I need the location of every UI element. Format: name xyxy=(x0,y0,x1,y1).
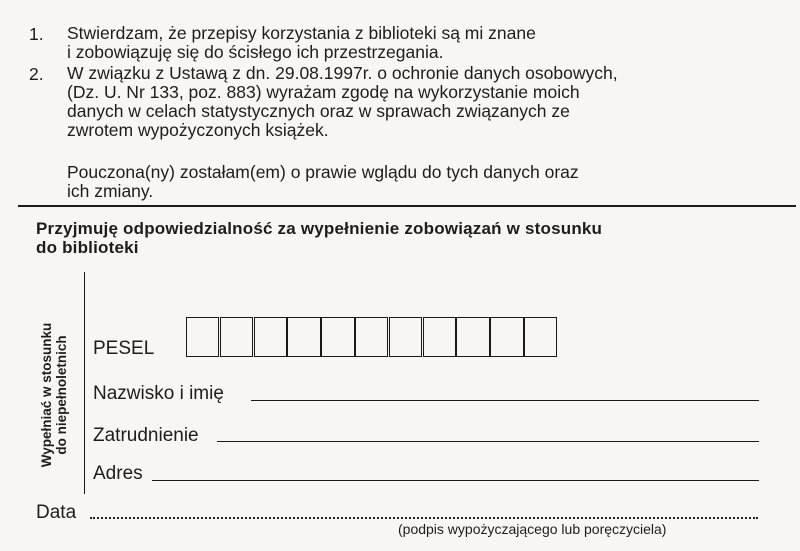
pesel-digit-box[interactable] xyxy=(186,317,219,357)
name-field[interactable] xyxy=(251,400,759,401)
statement-1-line-1: Stwierdzam, że przepisy korzystania z biblioteki są mi znane xyxy=(67,23,536,43)
pesel-digit-box[interactable] xyxy=(355,317,388,357)
pesel-digit-box[interactable] xyxy=(389,317,422,357)
statement-2-number: 2. xyxy=(29,64,44,84)
pesel-digit-box[interactable] xyxy=(220,317,253,357)
responsibility-line-1: Przyjmuję odpowiedzialność za wypełnienie zobowiązań w stosunku xyxy=(36,219,603,238)
section-divider xyxy=(18,205,796,207)
statement-2-line-4: zwrotem wypożyczonych książek. xyxy=(67,120,329,140)
date-label: Data xyxy=(36,502,77,523)
address-field[interactable] xyxy=(152,480,759,481)
responsibility-heading xyxy=(36,219,602,257)
employment-field[interactable] xyxy=(217,441,759,442)
minors-side-label xyxy=(22,290,82,500)
signature-caption: (podpis wypożyczającego lub poręczyciela) xyxy=(398,521,667,537)
employment-label: Zatrudnienie xyxy=(93,425,199,446)
responsibility-line-2: do biblioteki xyxy=(36,238,139,257)
pesel-digit-box[interactable] xyxy=(456,317,489,357)
notice-text xyxy=(67,163,579,201)
pesel-label: PESEL xyxy=(93,338,155,359)
notice-line-2: ich zmiany. xyxy=(67,181,154,201)
date-signature-field[interactable] xyxy=(90,517,758,519)
pesel-digit-box[interactable] xyxy=(254,317,287,357)
statement-1-text xyxy=(67,24,536,62)
statement-2-line-1: W związku z Ustawą z dn. 29.08.1997r. o ochronie danych osobowych, xyxy=(67,63,618,83)
side-label-line-1: Wypełniać w stosunku xyxy=(39,322,54,468)
statement-1-number: 1. xyxy=(29,24,44,44)
side-label-line-2: do niepełnoletnich xyxy=(54,335,69,455)
statement-2-line-2: (Dz. U. Nr 133, poz. 883) wyrażam zgodę na wykorzystanie moich xyxy=(67,82,580,102)
pesel-digit-box[interactable] xyxy=(490,317,523,357)
statement-1-line-2: i zobowiązuję się do ścisłego ich przestrzegania. xyxy=(67,42,444,62)
pesel-digit-box[interactable] xyxy=(423,317,456,357)
side-label-divider xyxy=(84,272,85,494)
pesel-digit-box[interactable] xyxy=(524,317,557,357)
notice-line-1: Pouczona(ny) zostałam(em) o prawie wglądu do tych danych oraz xyxy=(67,162,579,182)
pesel-digit-box[interactable] xyxy=(287,317,320,357)
statement-2-line-3: danych w celach statystycznych oraz w sprawach związanych ze xyxy=(67,101,570,121)
address-label: Adres xyxy=(93,463,143,484)
pesel-digit-box[interactable] xyxy=(321,317,354,357)
statement-2-text xyxy=(67,64,618,140)
name-label: Nazwisko i imię xyxy=(93,383,224,404)
